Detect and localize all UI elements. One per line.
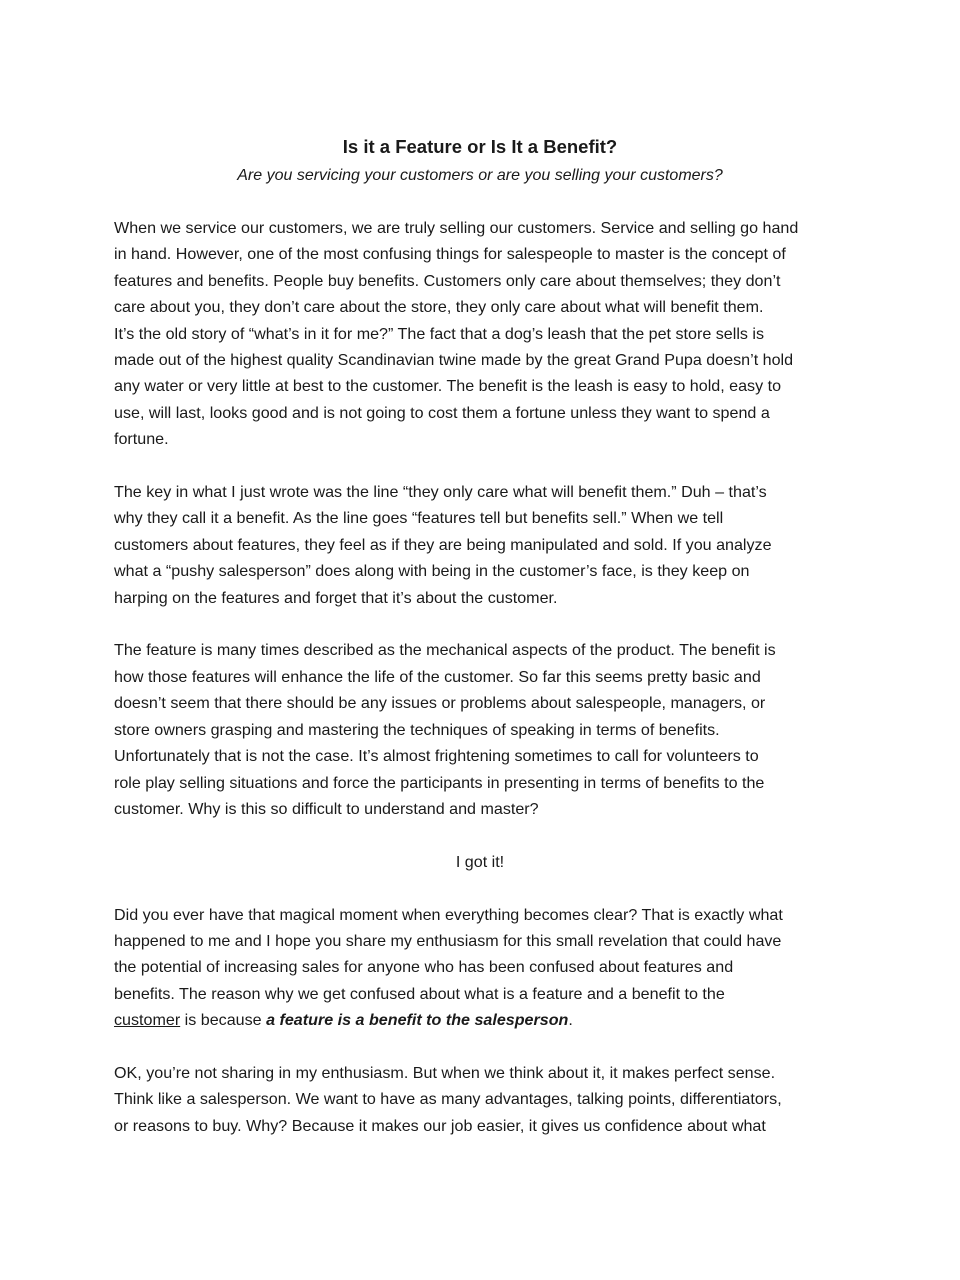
text-line-emphasis: [114, 1007, 854, 1033]
text-line: the potential of increasing sales for anyone who has been confused about features and: [114, 958, 734, 977]
document-body: [114, 215, 854, 1166]
connector-text: is because: [180, 1011, 267, 1030]
text-line: care about you, they don’t care about the store, they only care about what will benefit them.: [114, 298, 764, 317]
text-line: Think like a salesperson. We want to have as many advantages, talking points, differentiators,: [114, 1090, 782, 1109]
text-line: Did you ever have that magical moment when everything becomes clear? That is exactly what: [114, 905, 783, 924]
text-line: made out of the highest quality Scandinavian twine made by the great Grand Pupa doesn’t hold: [114, 351, 794, 370]
emphasis-text: a feature is a benefit to the salesperson: [266, 1011, 569, 1030]
text-line: OK, you’re not sharing in my enthusiasm. But when we think about it, it makes perfect sense.: [114, 1063, 776, 1082]
text-line: what a “pushy salesperson” does along with being in the customer’s face, is they keep on: [114, 562, 750, 581]
text-line: The feature is many times described as the mechanical aspects of the product. The benefit is: [114, 641, 776, 660]
text-line: It’s the old story of “what’s in it for me?” The fact that a dog’s leash that the pet store sells is: [114, 324, 765, 343]
text-line: store owners grasping and mastering the techniques of speaking in terms of benefits.: [114, 720, 720, 739]
paragraph-3: [114, 637, 854, 822]
text-line: The key in what I just wrote was the line “they only care what will benefit them.” Duh – that’s: [114, 483, 767, 502]
text-line: doesn’t seem that there should be any issues or problems about salespeople, managers, or: [114, 694, 766, 713]
text-line: When we service our customers, we are truly selling our customers. Service and selling go hand: [114, 219, 799, 237]
text-line: Unfortunately that is not the case. It’s almost frightening sometimes to call for volunteers to: [114, 747, 759, 766]
document-subtitle: Are you servicing your customers or are you selling your customers?: [237, 167, 723, 184]
paragraph-revelation: [114, 902, 854, 1034]
text-line: customers about features, they feel as if they are being manipulated and sold. If you analyze: [114, 535, 772, 554]
text-line: harping on the features and forget that it’s about the customer.: [114, 588, 558, 607]
centered-heading: I got it!: [455, 852, 505, 871]
text-line: in hand. However, one of the most confusing things for salespeople to master is the concept of: [114, 245, 786, 264]
text-line: use, will last, looks good and is not going to cost them a fortune unless they want to spend a: [114, 403, 770, 422]
text-line: customer. Why is this so difficult to understand and master?: [114, 799, 539, 818]
paragraph-2: [114, 479, 854, 611]
text-line: or reasons to buy. Why? Because it makes our job easier, it gives us confidence about what: [114, 1116, 766, 1135]
text-line: benefits. The reason why we get confused about what is a feature and a benefit to the: [114, 984, 725, 1003]
document-title: Is it a Feature or Is It a Benefit?: [342, 136, 618, 157]
paragraph-1: [114, 215, 854, 453]
text-line: fortune.: [114, 430, 169, 449]
sentence-end: .: [568, 1011, 573, 1030]
text-line: how those features will enhance the life of the customer. So far this seems pretty basic and: [114, 667, 761, 686]
text-line: role play selling situations and force the participants in presenting in terms of benefits to the: [114, 773, 765, 792]
text-line: features and benefits. People buy benefits. Customers only care about themselves; they don’t: [114, 271, 781, 290]
paragraph-final: [114, 1060, 854, 1139]
text-line: happened to me and I hope you share my enthusiasm for this small revelation that could have: [114, 931, 782, 950]
underlined-word: customer: [114, 1011, 181, 1030]
text-line: why they call it a benefit. As the line goes “features tell but benefits sell.” When we tell: [114, 509, 724, 528]
text-line: any water or very little at best to the customer. The benefit is the leash is easy to hold, easy to: [114, 377, 782, 396]
